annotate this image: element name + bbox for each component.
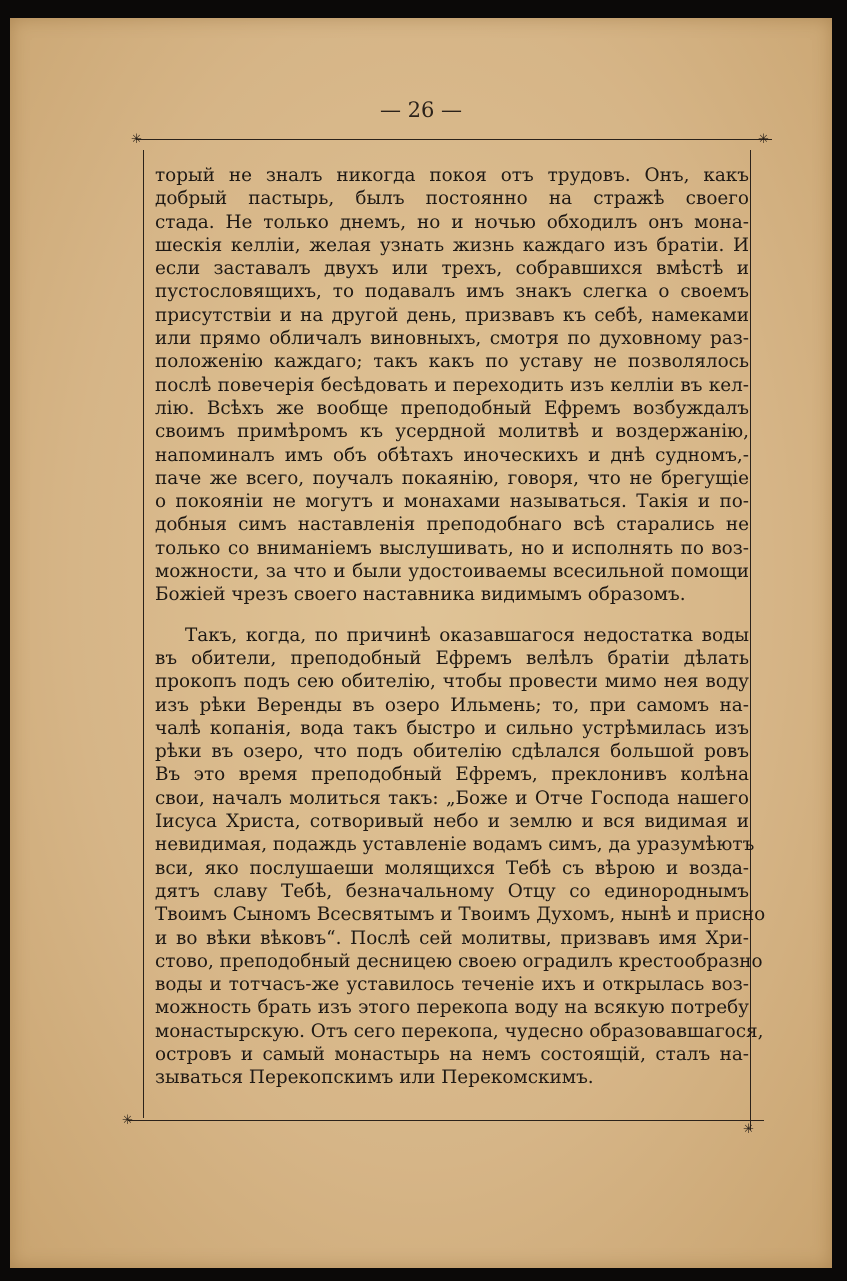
text-line: Твоимъ Сыномъ Всесвятымъ и Твоимъ Духомъ, нынѣ и присно [155,904,766,926]
frame-top-rule [136,139,772,140]
text-line: о покояніи не могутъ и монахами называться. Такія и по- [155,491,749,513]
text-line: пустословящихъ, то подавалъ имъ знакъ слегка о своемъ [155,281,749,303]
text-line: присутствіи и на другой день, призвавъ къ себѣ, намеками [155,304,749,326]
text-line: добрый пастырь, былъ постоянно на стражѣ своего [155,188,749,210]
text-line: добныя симъ наставленія преподобнаго всѣ старались не [155,514,749,536]
frame-left-rule [143,150,144,1118]
corner-ornament-bottom-right: ✳ [743,1122,754,1137]
text-line: стада. Не только днемъ, но и ночью обходилъ онъ мона- [155,211,749,233]
text-line: лію. Всѣхъ же вообще преподобный Ефремъ возбуждалъ [155,397,749,419]
text-line: невидимая, подаждь уставленіе водамъ симъ, да уразумѣютъ [155,834,755,856]
corner-ornament-bottom-left: ✳ [122,1113,133,1128]
text-line: послѣ повечерія бесѣдовать и переходить изъ келліи въ кел- [155,374,749,396]
text-line: и во вѣки вѣковъ“. Послѣ сей молитвы, призвавъ имя Хри- [155,927,749,949]
text-line: островъ и самый монастырь на немъ состоящій, сталъ на- [155,1043,749,1065]
text-line: прокопъ подъ сею обителію, чтобы провести мимо нея воду [155,671,749,693]
body-text [155,164,766,1090]
text-line: можности, за что и были удостоиваемы всесильной помощи [155,561,749,583]
text-line: напоминалъ имъ объ обѣтахъ иноческихъ и днѣ судномъ,- [155,444,749,466]
text-line: зываться Перекопскимъ или Перекомскимъ. [155,1067,594,1089]
text-line: положенію каждаго; такъ какъ по уставу не позволялось [155,351,749,373]
text-line: своимъ примѣромъ къ усердной молитвѣ и воздержанію, [155,421,749,443]
book-page [10,18,832,1268]
text-line: Божіей чрезъ своего наставника видимымъ образомъ. [155,584,686,606]
paragraph-gap [155,607,749,624]
text-line: дятъ славу Тебѣ, безначальному Отцу со единороднымъ [155,880,749,902]
text-line: въ обители, преподобный Ефремъ велѣлъ братіи дѣлать [155,647,749,669]
text-line: монастырскую. Отъ сего перекопа, чудесно образовавшагося, [155,1020,764,1042]
text-line: вси, яко послушаеши молящихся Тебѣ съ вѣрою и возда- [155,857,749,879]
text-line: Іисуса Христа, сотворивый небо и землю и вся видимая и [155,811,749,833]
text-line: Въ это время преподобный Ефремъ, преклонивъ колѣна [155,764,749,786]
text-line: стово, преподобный десницею своею оградилъ крестообразно [155,950,763,972]
text-line: свои, началъ молиться такъ: „Боже и Отче Господа нашего [155,787,749,809]
text-line: если заставалъ двухъ или трехъ, собравшихся вмѣстѣ и [155,258,749,280]
text-line: Такъ, когда, по причинѣ оказавшагося недостатка воды [185,624,749,646]
text-line: шескія келліи, желая узнать жизнь каждаго изъ братіи. И [155,234,749,256]
text-line: или прямо обличалъ виновныхъ, смотря по духовному раз- [155,328,749,350]
frame-bottom-rule [128,1120,764,1121]
text-line: торый не зналъ никогда покоя отъ трудовъ. Онъ, какъ [155,165,749,186]
frame-right-rule [750,150,751,1130]
text-line: можность брать изъ этого перекопа воду на всякую потребу [155,997,749,1019]
text-line: воды и тотчасъ-же уставилось теченіе ихъ и открылась воз- [155,974,749,996]
corner-ornament-top-right: ✳ [758,132,769,147]
page-number: — 26 — [379,98,463,122]
text-line: чалѣ копанія, вода такъ быстро и сильно устрѣмилась изъ [155,717,749,739]
corner-ornament-top-left: ✳ [131,132,142,147]
text-line: паче же всего, поучалъ покаянію, говоря, что не брегущіе [155,467,749,489]
text-line: только со вниманіемъ выслушивать, но и исполнять по воз- [155,537,749,559]
text-line: изъ рѣки Веренды въ озеро Ильмень; то, при самомъ на- [155,694,749,716]
text-line: рѣки въ озеро, что подъ обителію сдѣлался большой ровъ [155,741,749,763]
